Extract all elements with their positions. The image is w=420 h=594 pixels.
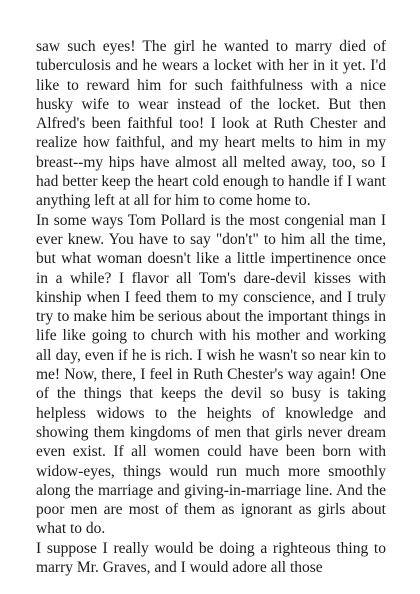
paragraph-2: In some ways Tom Pollard is the most congenial man I ever knew. You have to say "don't" to him all the time, but what woman doesn't like a little impertinence once in a while? I flavor all Tom's dare-devil kisses with kinship when I feed them to my conscience, and I truly try to make him be serious about the important things in life like going to church with his mother and working all day, even if he is rich. I wish he wasn't so near kin to me! Now, there, I feel in Ruth Chester's way again! One of the things that keeps the devil so busy is taking helpless widows to the heights of knowledge and showing them kingdoms of men that girls never dream even exist. If all women could have been born with widow-eyes, things would run much more smoothly along the marriage and giving-in-marriage line. And the poor men are most of them as ignorant as girls about what to do. (36, 211, 386, 538)
paragraph-3: I suppose I really would be doing a righteous thing to marry Mr. Graves, and I would adore all those (36, 539, 386, 577)
paragraph-1: saw such eyes! The girl he wanted to marry died of tuberculosis and he wears a locket with her in it yet. I'd like to reward him for such faithfulness with a nice husky wife to wear instead of the locket. But then Alfred's been faithful too! I look at Ruth Chester and realize how faithful, and my heart melts to him in my breast--my hips have almost all melted away, too, so I had better keep the heart cold enough to handle if I want anything left at all for him to come home to. (36, 38, 386, 210)
body-text (36, 37, 386, 577)
